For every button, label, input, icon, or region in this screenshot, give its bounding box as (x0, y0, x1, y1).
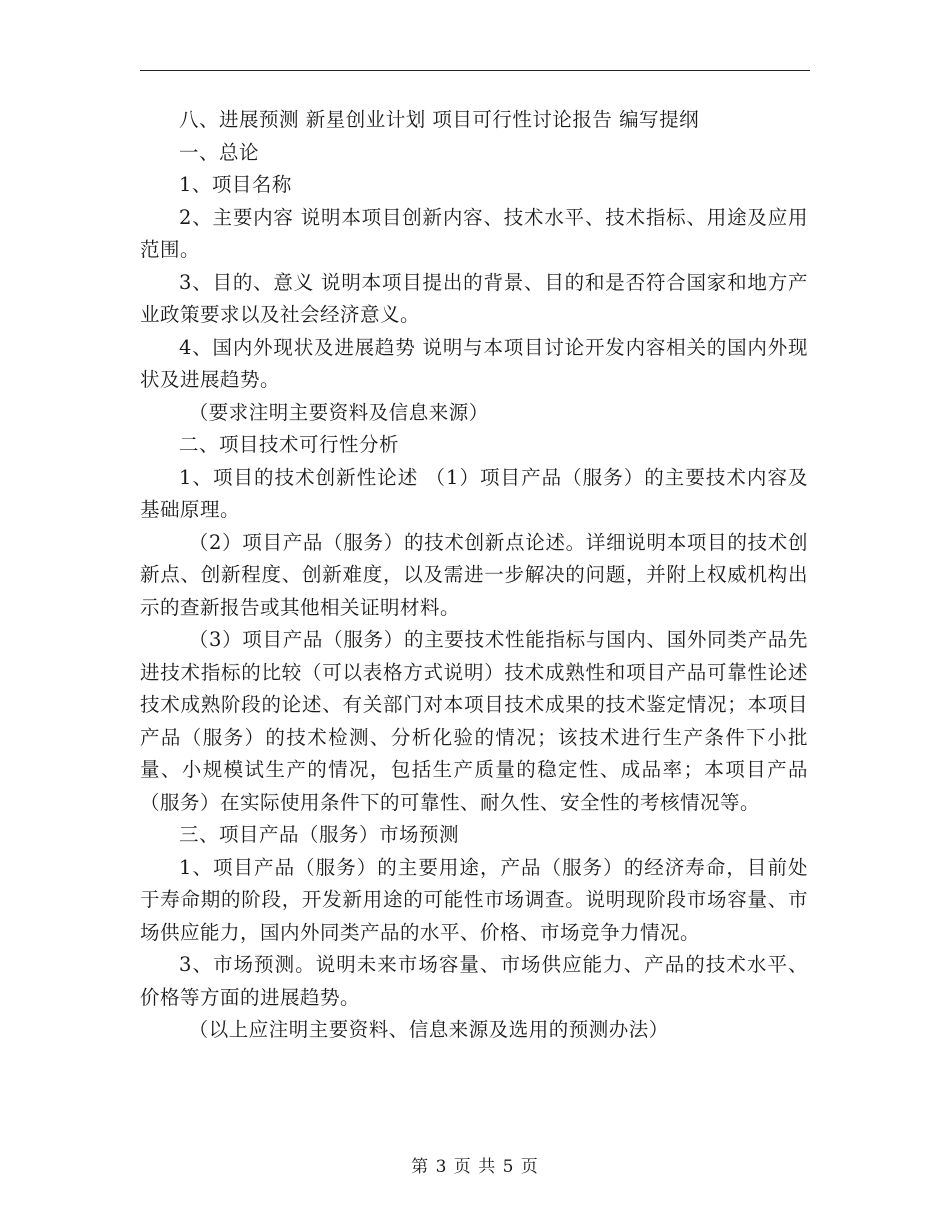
item-innovation-points: （2）项目产品（服务）的技术创新点论述。详细说明本项目的技术创新点、创新程度、创新难度，以及需进一步解决的问题，并附上权威机构出示的查新报告或其他相关证明材料。 (140, 530, 808, 619)
item-project-name: 1、项目名称 (179, 173, 292, 196)
section-heading-forecast: 八、进展预测 新星创业计划 项目可行性讨论报告 编写提纲 (179, 108, 700, 131)
section-heading-overview: 一、总论 (179, 140, 260, 164)
footer-middle: 页 共 (453, 1157, 497, 1177)
footer-prefix: 第 (411, 1157, 430, 1177)
note-forecast-methods: （以上应注明主要资料、信息来源及选用的预测办法） (188, 1018, 669, 1041)
item-main-uses: 1、项目产品（服务）的主要用途，产品（服务）的经济寿命，目前处于寿命期的阶段，开发新用途的可能性市场调查。说明现阶段市场容量、市场供应能力，国内外同类产品的水平、价格、市场竞争力情况。 (140, 855, 808, 944)
note-sources: （要求注明主要资料及信息来源） (188, 400, 489, 424)
document-body (140, 104, 808, 1047)
item-domestic-foreign-status: 4、国内外现状及进展趋势 说明与本项目讨论开发内容相关的国内外现状及进展趋势。 (140, 335, 808, 391)
header-rule (140, 70, 810, 71)
item-technical-innovation: 1、项目的技术创新性论述 （1）项目产品（服务）的主要技术内容及基础原理。 (140, 465, 808, 521)
current-page-number: 3 (435, 1157, 448, 1177)
item-performance-indicators: （3）项目产品（服务）的主要技术性能指标与国内、国外同类产品先进技术指标的比较（可以表格方式说明）技术成熟性和项目产品可靠性论述 技术成熟阶段的论述、有关部门对本项目技术成果的技术鉴定情况；本项目产品（服务）的技术检测、分析化验的情况；该技术进行生产条件下小批量、小规模试生产的情况，包括生产质量的稳定性、成品率；本项目产品（服务）在实际使用条件下的可靠性、耐久性、安全性的考核情况等。 (140, 628, 808, 814)
total-page-count: 5 (502, 1157, 515, 1177)
item-market-forecast: 3、市场预测。说明未来市场容量、市场供应能力、产品的技术水平、价格等方面的进展趋势。 (140, 953, 808, 1009)
item-purpose-significance: 3、目的、意义 说明本项目提出的背景、目的和是否符合国家和地方产业政策要求以及社会经济意义。 (140, 270, 808, 326)
item-main-content: 2、主要内容 说明本项目创新内容、技术水平、技术指标、用途及应用范围。 (140, 205, 808, 261)
page-footer (0, 1152, 950, 1177)
section-heading-technical-feasibility: 二、项目技术可行性分析 (179, 433, 400, 456)
section-heading-market-forecast: 三、项目产品（服务）市场预测 (179, 823, 460, 846)
footer-suffix: 页 (520, 1157, 539, 1177)
